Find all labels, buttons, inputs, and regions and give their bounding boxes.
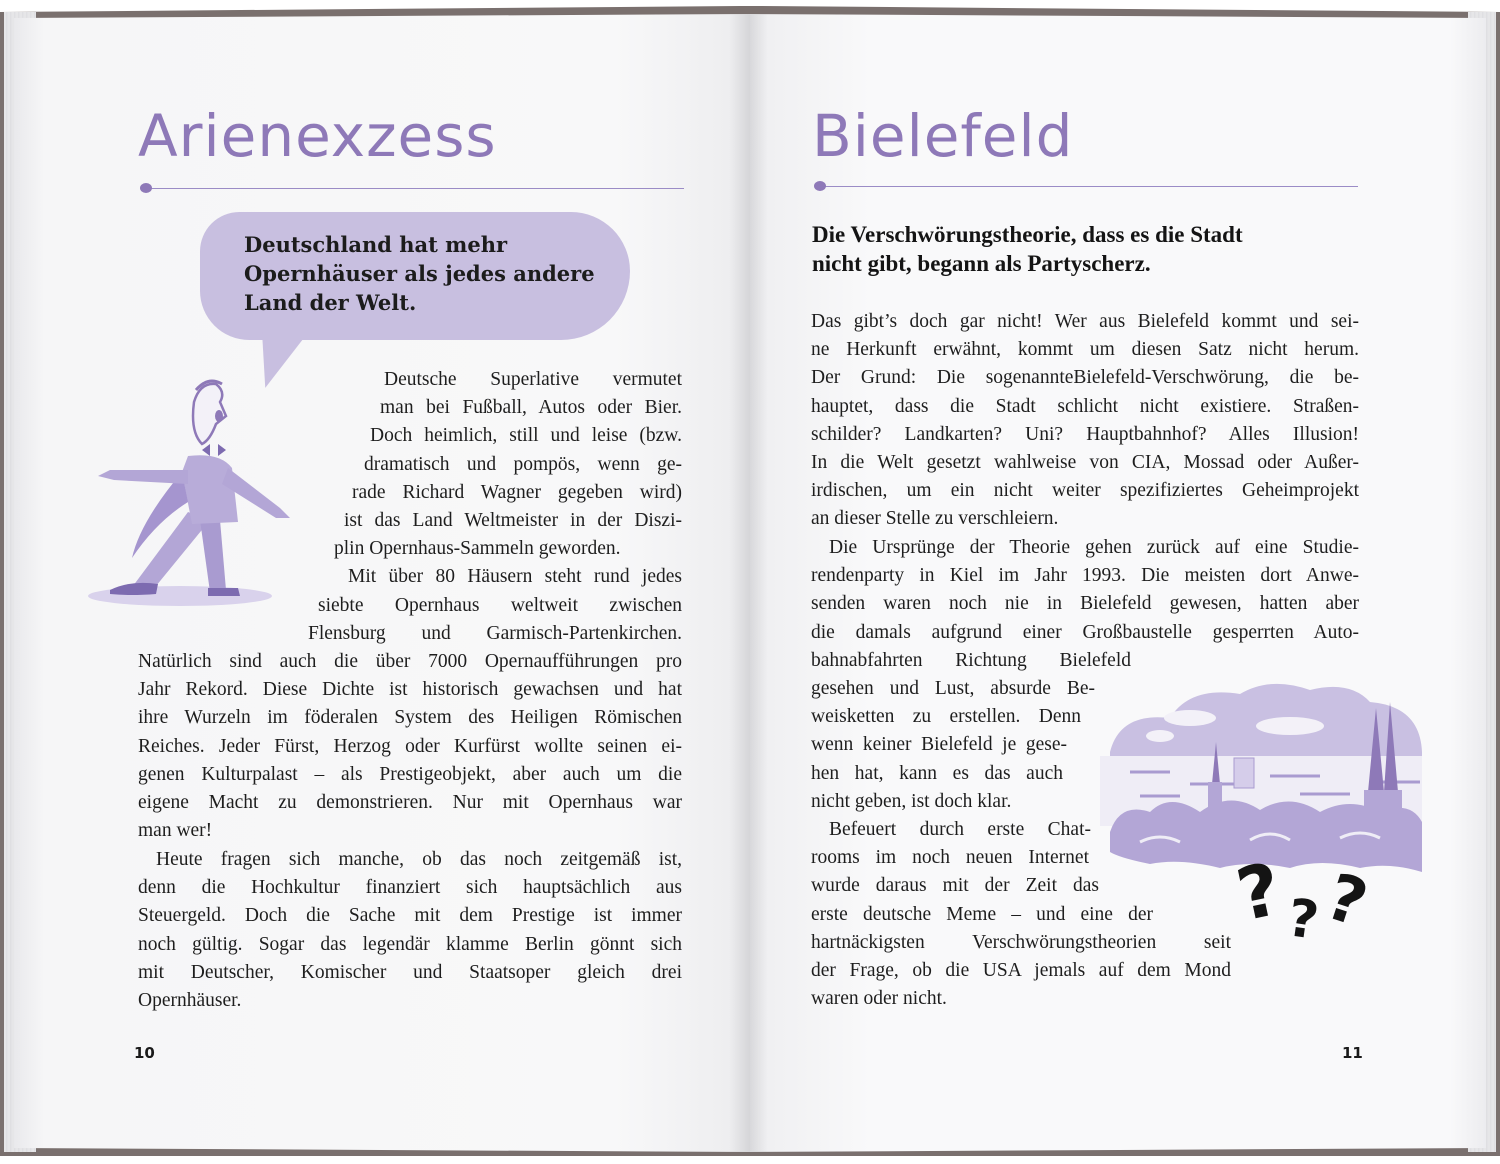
page-number-right: 11 [1342, 1044, 1363, 1062]
body-text-left-para1: Natürlich sind auch die über 7000 Opernaufführungen pro Jahr Rekord. Diese Dichte ist historisch gewachsen und hat ihre Wurzeln im föderalen System des Heiligen Römischen Reiches. Jeder Fürst, Herzog oder Kurfürst wollte seinen ei- genen Kulturpalast – als Prestigeobjekt, aber auch um die eigene Macht zu demonstrieren. Nur mit Opernhaus war man wer! [138, 651, 682, 842]
chapter-title-left: Arienexzess [138, 102, 497, 170]
title-divider-left [144, 188, 684, 189]
divider-dot [140, 183, 152, 193]
chapter-title-right: Bielefeld [812, 102, 1074, 170]
body-text-right-para3: Befeuert durch erste Chat- rooms im noch neuen Internet wurde daraus mit der Zeit das erste deutsche Meme – und eine der hartnäckigsten Verschwörungstheorien seit der Frage, ob die USA jemals auf dem Mond waren oder nicht. [811, 819, 1231, 1010]
opera-singer-icon [70, 372, 320, 612]
body-text-right-wrapped: gesehen und Lust, absurde Be- weisketten zu erstellen. Denn wenn keiner Bielefeld je gese- hen hat, kann es das auch nicht geben, ist doch klar. [811, 678, 1095, 812]
title-divider-right [818, 186, 1358, 187]
body-text-right-para1: Das gibt’s doch gar nicht! Wer aus Bielefeld kommt und sei- ne Herkunft erwähnt, kommt um diesen Satz nicht herum. Der Grund: Die sogenannteBielefeld-Verschwörung, die be- hauptet, dass die Stadt schlicht nicht existiere. Straßen- schilder? Landkarten? Uni? Hauptbahnhof? Alles Illusion! In die Welt gesetzt wahlweise von CIA, Mossad oder Außer- irdischen, um ein nicht weiter spezifiziertes Geheimprojekt an dieser Stelle zu verschleiern. [811, 311, 1359, 530]
body-text-left-para2: Heute fragen sich manche, ob das noch zeitgemäß ist, denn die Hochkultur finanziert sich hauptsächlich aus Steuergeld. Doch die Sache mit dem Prestige ist immer noch gültig. Sogar das legendär klamme Berlin gönnt sich mit Deutscher, Komischer und Staatsoper gleich drei Opernhäuser. [138, 849, 682, 1011]
divider-dot [814, 181, 826, 191]
body-text-right-para2: Die Ursprünge der Theorie gehen zurück auf eine Studie- rendenparty in Kiel im Jahr 1993. Die meisten dort Anwe- senden waren noch nie in Bielefeld gewesen, hatten aber die damals aufgrund einer Großbaustelle gesperrten Auto- [811, 537, 1359, 643]
body-text-wrapped-left: Deutsche Superlative vermutet man bei Fußball, Autos oder Bier. Doch heimlich, still und leise (bzw. dramatisch und pompös, wenn ge- rade Richard Wagner gegeben wird) ist das Land Weltmeister in der Diszi- plin Opernhaus-Sammeln geworden. Mit über 80 Häusern steht rund jedes siebte Opernhaus weltweit zwischen Flensburg und Garmisch-Partenkirchen. [308, 369, 682, 644]
lead-paragraph: Die Verschwörungstheorie, dass es die Stadt nicht gibt, begann als Partyscherz. [812, 222, 1243, 276]
page-number-left: 10 [134, 1044, 155, 1062]
body-text-right-para2-end: bahnabfahrten Richtung Bielefeld [811, 650, 1131, 671]
speech-bubble-text: Deutschland hat mehr Opernhäuser als jedes andere Land der Welt. [244, 232, 595, 315]
